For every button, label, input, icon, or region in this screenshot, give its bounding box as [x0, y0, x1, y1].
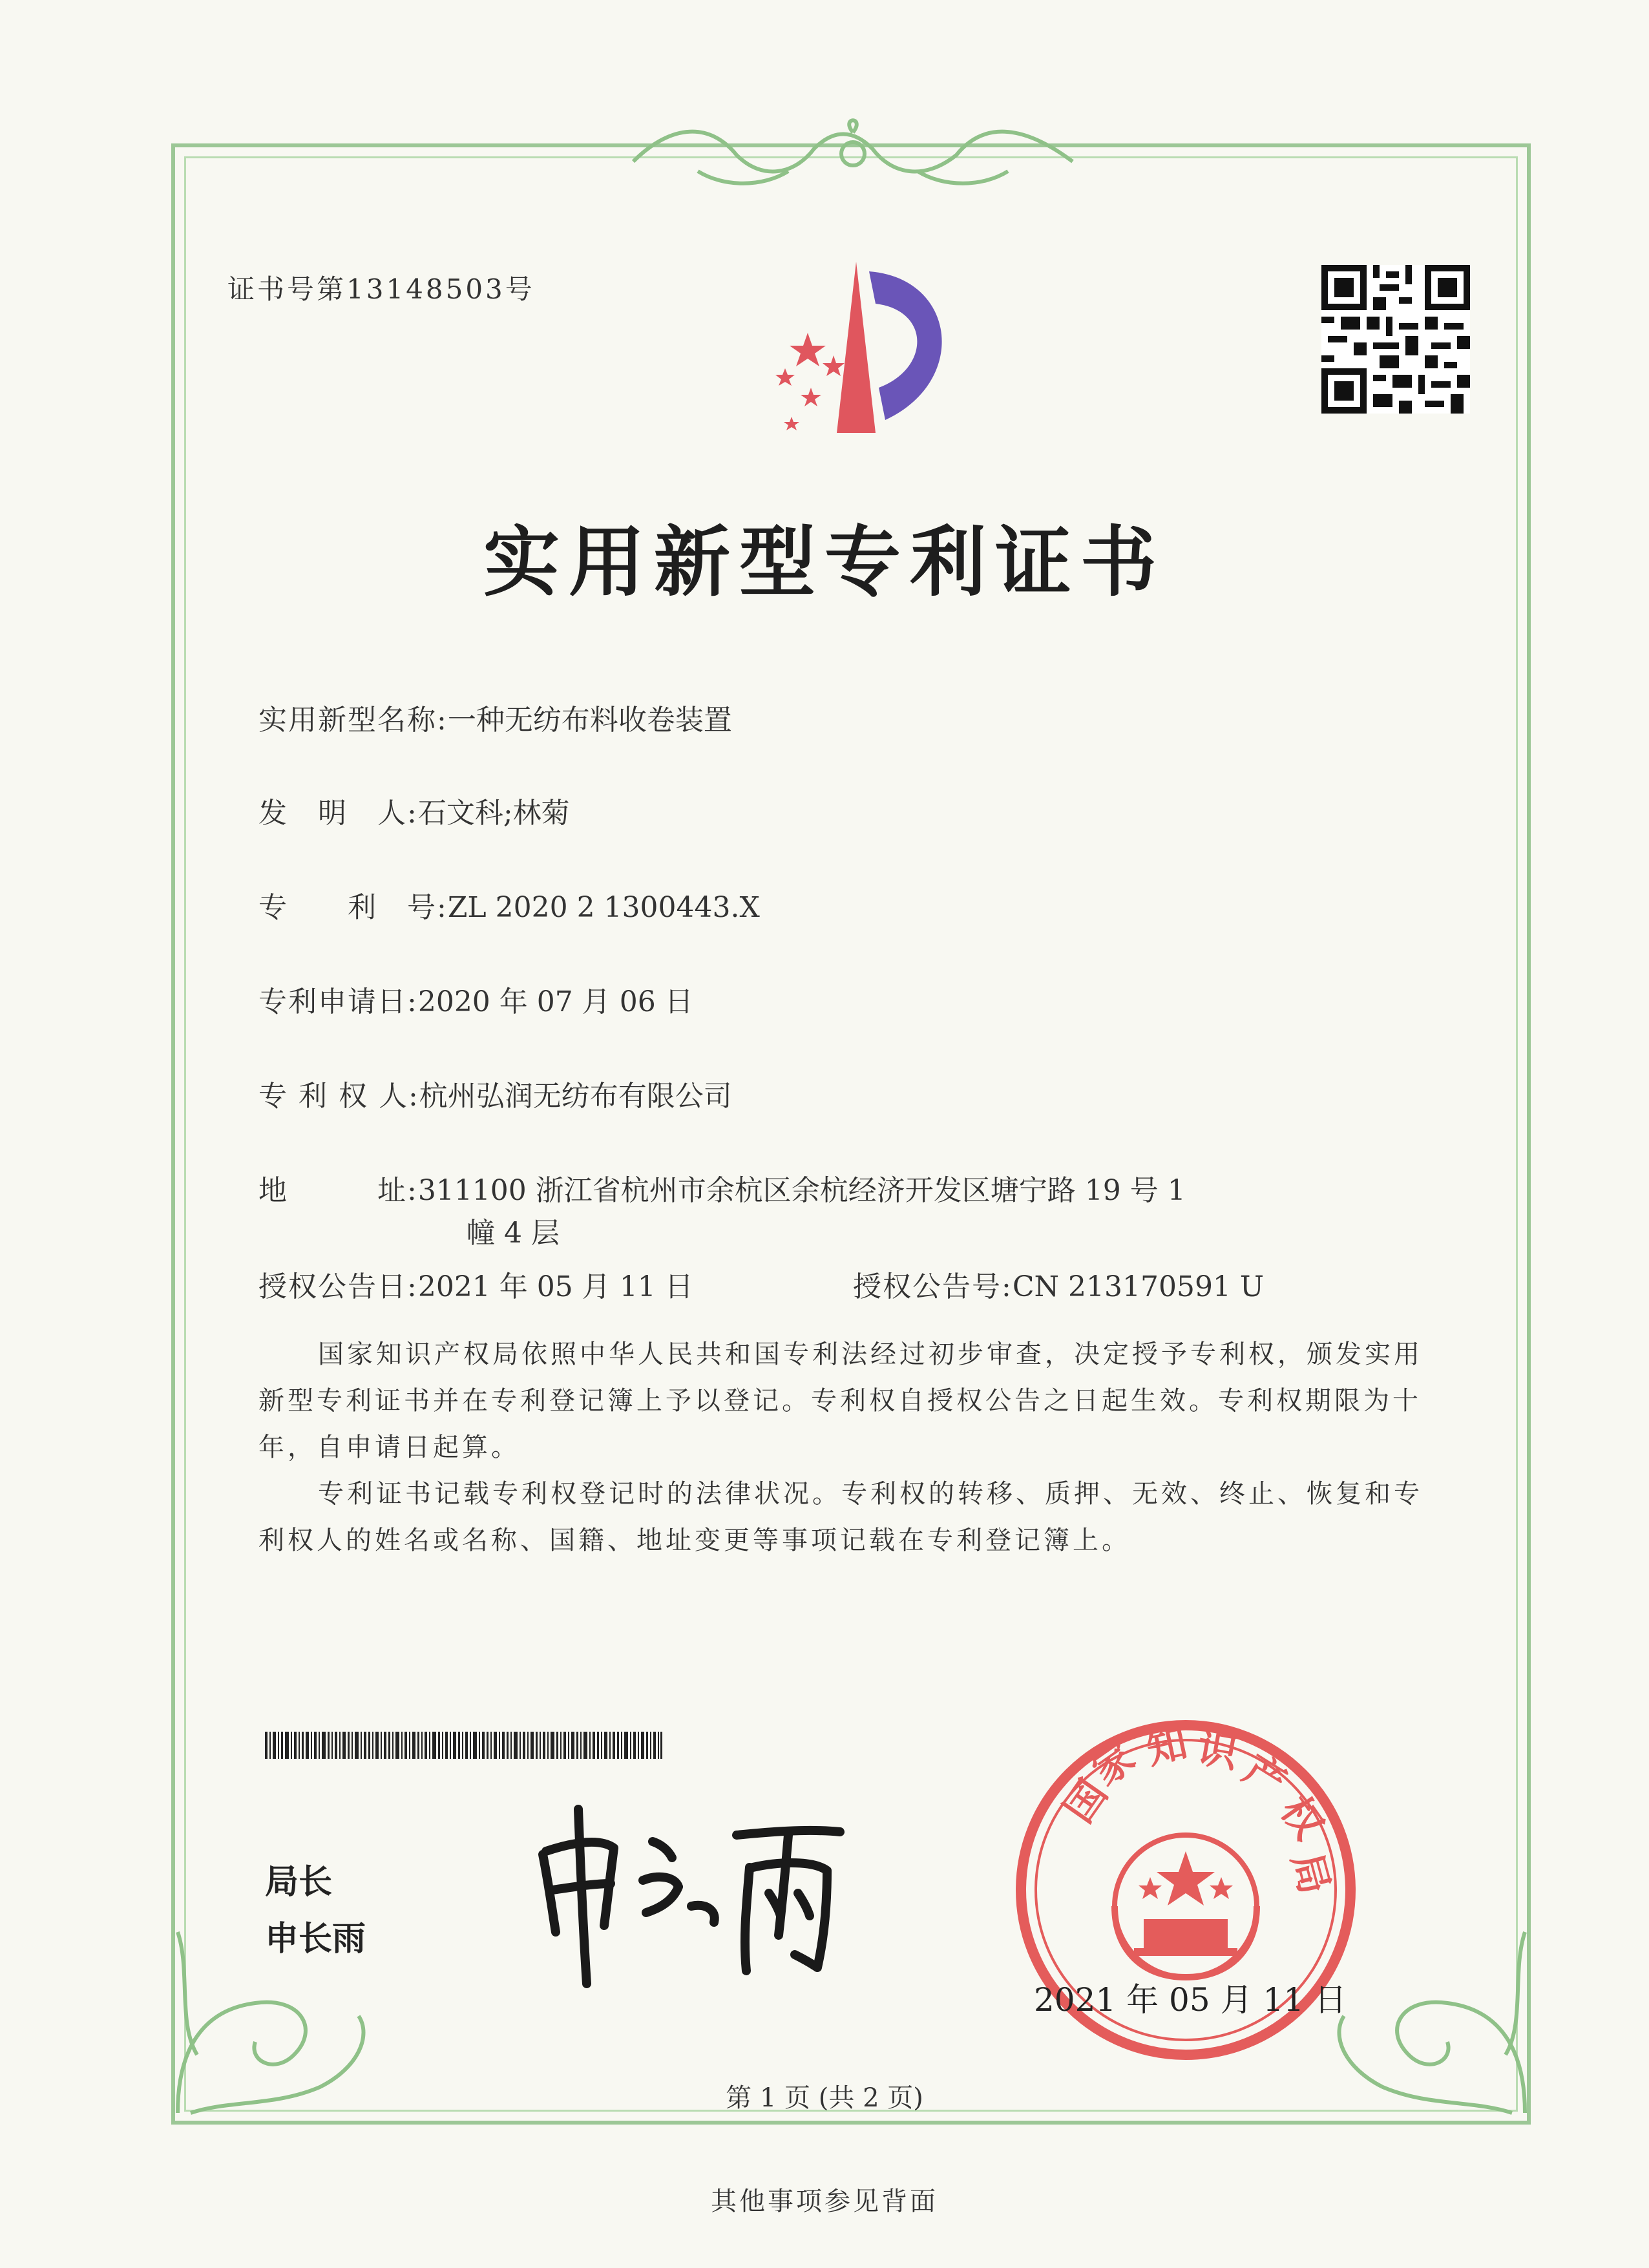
grant-number-row: [853, 1263, 1264, 1305]
utility-model-name-row: [258, 697, 732, 738]
director-title: 局长: [265, 1863, 333, 1902]
grant-number-value: CN 213170591 U: [1012, 1270, 1264, 1303]
seal-date: 2021 年 05 月 11 日: [1034, 1981, 1347, 2019]
inventor-label: 发 明 人:: [258, 797, 418, 830]
svg-text:局: 局: [1283, 1847, 1339, 1899]
svg-text:识: 识: [1193, 1723, 1242, 1778]
patent-number-value: ZL 2020 2 1300443.X: [447, 891, 760, 924]
application-date-label: 专利申请日:: [258, 985, 418, 1018]
inventor-value: 石文科;林菊: [417, 797, 570, 830]
svg-text:家: 家: [1083, 1732, 1144, 1795]
svg-text:产: 产: [1235, 1745, 1295, 1807]
certificate-title: 实用新型专利证书: [483, 517, 1166, 607]
address-row: [258, 1167, 1186, 1208]
patent-number-row: [258, 884, 760, 925]
director-name: 申长雨: [265, 1920, 366, 1958]
footer-note: 其他事项参见背面: [711, 2187, 938, 2216]
address-line-2: 幢 4 层: [467, 1217, 560, 1250]
svg-text:国: 国: [1055, 1770, 1117, 1831]
svg-text:知: 知: [1142, 1719, 1192, 1774]
svg-text:权: 权: [1271, 1787, 1334, 1848]
grant-date-value: 2021 年 05 月 11 日: [417, 1270, 693, 1303]
application-date-value: 2020 年 07 月 06 日: [417, 985, 693, 1018]
legal-paragraph-1: 国家知识产权局依照中华人民共和国专利法经过初步审查，决定授予专利权，颁发实用新型专利证书并在专利登记簿上予以登记。专利权自授权公告之日起生效。专利权期限为十年，自申请日起算。: [258, 1339, 1423, 1462]
inventor-row: [258, 790, 570, 831]
certificate-number: 证书号第13148503号: [227, 273, 535, 305]
address-line-2-row: [467, 1210, 560, 1251]
legal-paragraph-2: 专利证书记载专利权登记时的法律状况。专利权的转移、质押、无效、终止、恢复和专利权人的姓名或名称、国籍、地址变更等事项记载在专利登记簿上。: [258, 1479, 1423, 1555]
patentee-label: 专 利 权 人:: [258, 1080, 419, 1113]
handwritten-signature-icon: [523, 1796, 859, 1990]
cnipa-logo-icon: [737, 258, 969, 446]
utility-model-name-label: 实用新型名称:: [258, 704, 448, 737]
grant-date-row: [258, 1263, 693, 1305]
patentee-value: 杭州弘润无纺布有限公司: [419, 1080, 732, 1113]
patent-number-label: 专 利 号:: [258, 891, 448, 924]
grant-number-label: 授权公告号:: [853, 1270, 1013, 1303]
utility-model-name-value: 一种无纺布料收卷装置: [447, 704, 732, 737]
application-date-row: [258, 978, 693, 1020]
address-line-1: 311100 浙江省杭州市余杭区余杭经济开发区塘宁路 19 号 1: [417, 1174, 1186, 1207]
patentee-row: [258, 1073, 732, 1114]
address-label: 地 址:: [258, 1174, 418, 1207]
barcode-icon: [265, 1732, 662, 1759]
grant-date-label: 授权公告日:: [258, 1270, 418, 1303]
qr-code-icon: [1321, 265, 1470, 414]
page-indicator: 第 1 页 (共 2 页): [726, 2083, 923, 2113]
